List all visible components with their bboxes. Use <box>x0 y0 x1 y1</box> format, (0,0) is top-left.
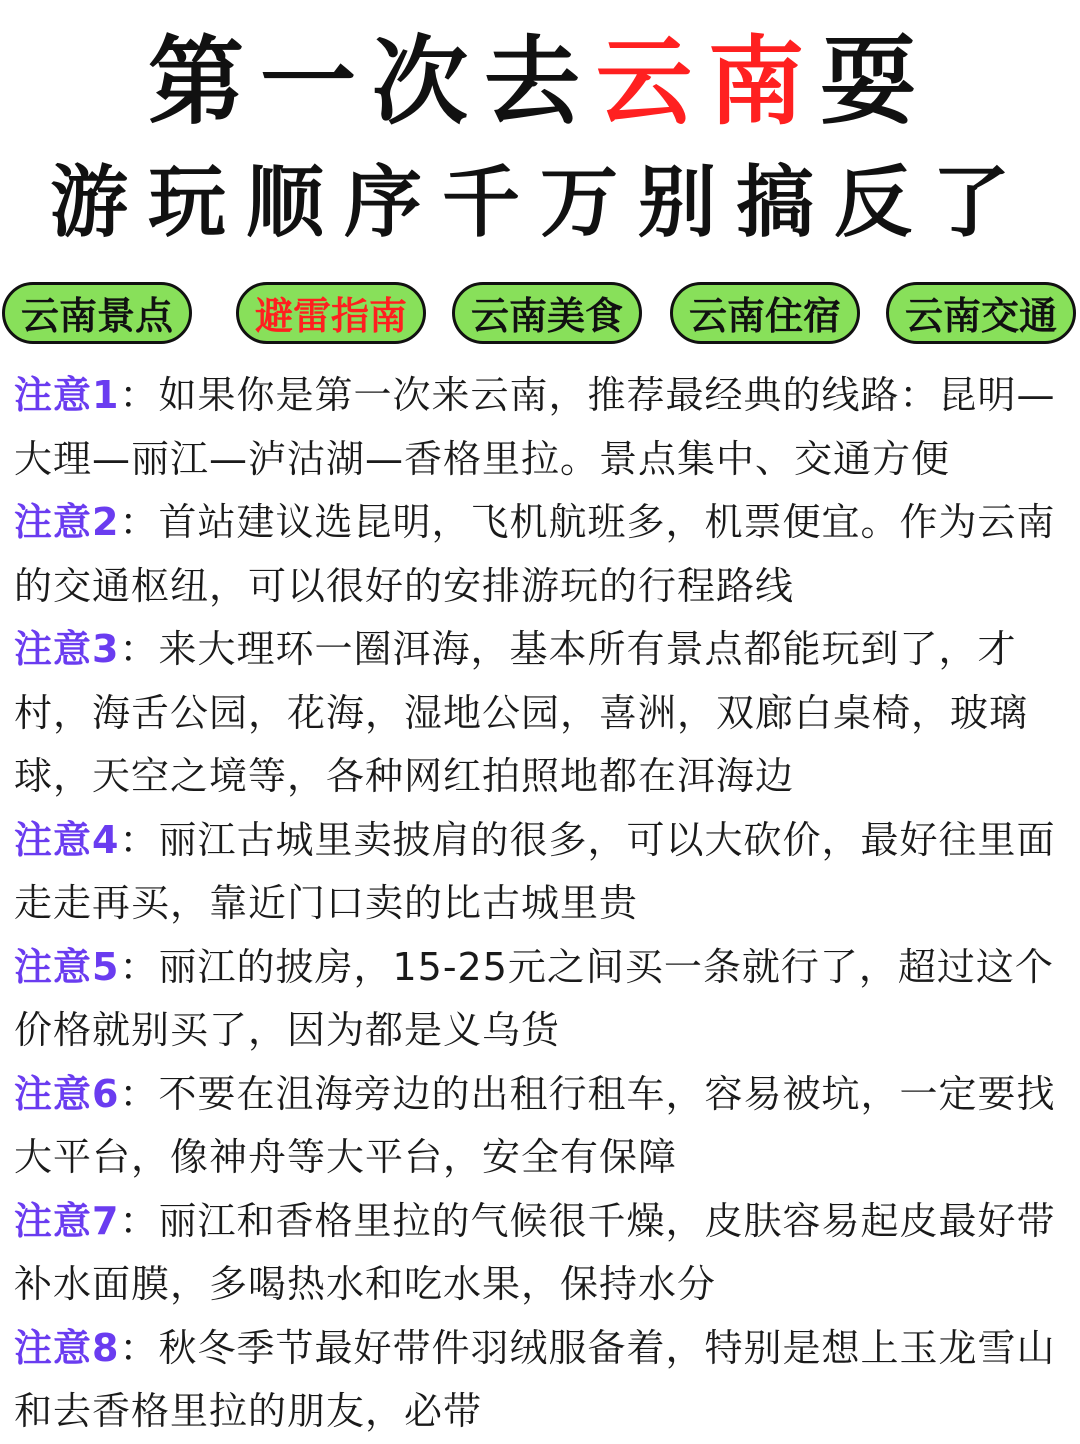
note-separator: ： <box>119 1198 159 1243</box>
note-label: 注意6 <box>14 1071 120 1116</box>
note-text: 如果你是第一次来云南，推荐最经典的线路：昆明—大理—丽江—泸沽湖—香格里拉。景点集中、交通方便 <box>14 373 1056 481</box>
note-separator: ： <box>119 1325 159 1370</box>
note-text: 丽江古城里卖披肩的很多，可以大砍价，最好往里面走走再买，靠近门口卖的比古城里贵 <box>14 817 1056 925</box>
note-text: 首站建议选昆明，飞机航班多，机票便宜。作为云南的交通枢纽，可以很好的安排游玩的行程路线 <box>14 500 1056 608</box>
tag-transport[interactable]: 云南交通 <box>886 282 1076 344</box>
note-label: 注意8 <box>14 1325 120 1370</box>
note-text: 不要在沮海旁边的出租行租车，容易被坑，一定要找大平台，像神舟等大平台，安全有保障 <box>14 1071 1056 1179</box>
note-item <box>14 936 1066 1063</box>
note-label: 注意4 <box>14 817 120 862</box>
page-title-line-2: 游玩顺序千万别搞反了 <box>49 158 1030 248</box>
note-separator: ： <box>119 1071 159 1116</box>
page-title-line-1 <box>0 22 1080 142</box>
tag-lodging[interactable]: 云南住宿 <box>670 282 860 344</box>
note-item <box>14 364 1066 491</box>
note-text: 丽江和香格里拉的气候很千燥，皮肤容易起皮最好带补水面膜，多喝热水和吃水果，保持水分 <box>14 1198 1056 1306</box>
note-label: 注意3 <box>14 627 120 671</box>
note-label: 注意1 <box>14 373 120 417</box>
note-text: 来大理环一圈洱海，基本所有景点都能玩到了，才村，海舌公园，花海，湿地公园，喜洲，双廊白桌椅，玻璃球，天空之境等，各种网红拍照地都在洱海边 <box>14 627 1029 798</box>
title-highlight: 云南 <box>596 26 820 138</box>
note-item <box>14 809 1066 936</box>
note-separator: ： <box>119 373 159 417</box>
note-item <box>14 618 1066 809</box>
tag-scenic-spots[interactable]: 云南景点 <box>2 282 192 344</box>
note-separator: ： <box>119 500 159 544</box>
tag-pitfall-guide[interactable]: 避雷指南 <box>236 282 426 344</box>
note-separator: ： <box>119 817 159 862</box>
note-label: 注意7 <box>14 1198 120 1243</box>
notes-list <box>14 364 1066 1444</box>
tag-row <box>0 282 1080 352</box>
tag-food[interactable]: 云南美食 <box>452 282 642 344</box>
note-text: 丽江的披房，15-25元之间买一条就行了，超过这个价格就别买了，因为都是义乌货 <box>14 944 1054 1052</box>
note-separator: ： <box>119 944 159 989</box>
note-item <box>14 491 1066 618</box>
title-prefix: 第一次去 <box>148 26 596 138</box>
note-item <box>14 1190 1066 1317</box>
note-label: 注意5 <box>14 944 120 989</box>
note-label: 注意2 <box>14 500 120 544</box>
note-item <box>14 1317 1066 1444</box>
title-suffix: 耍 <box>820 26 932 138</box>
note-item <box>14 1063 1066 1190</box>
note-separator: ： <box>119 627 159 671</box>
note-text: 秋冬季节最好带件羽绒服备着，特别是想上玉龙雪山和去香格里拉的朋友，必带 <box>14 1325 1056 1433</box>
